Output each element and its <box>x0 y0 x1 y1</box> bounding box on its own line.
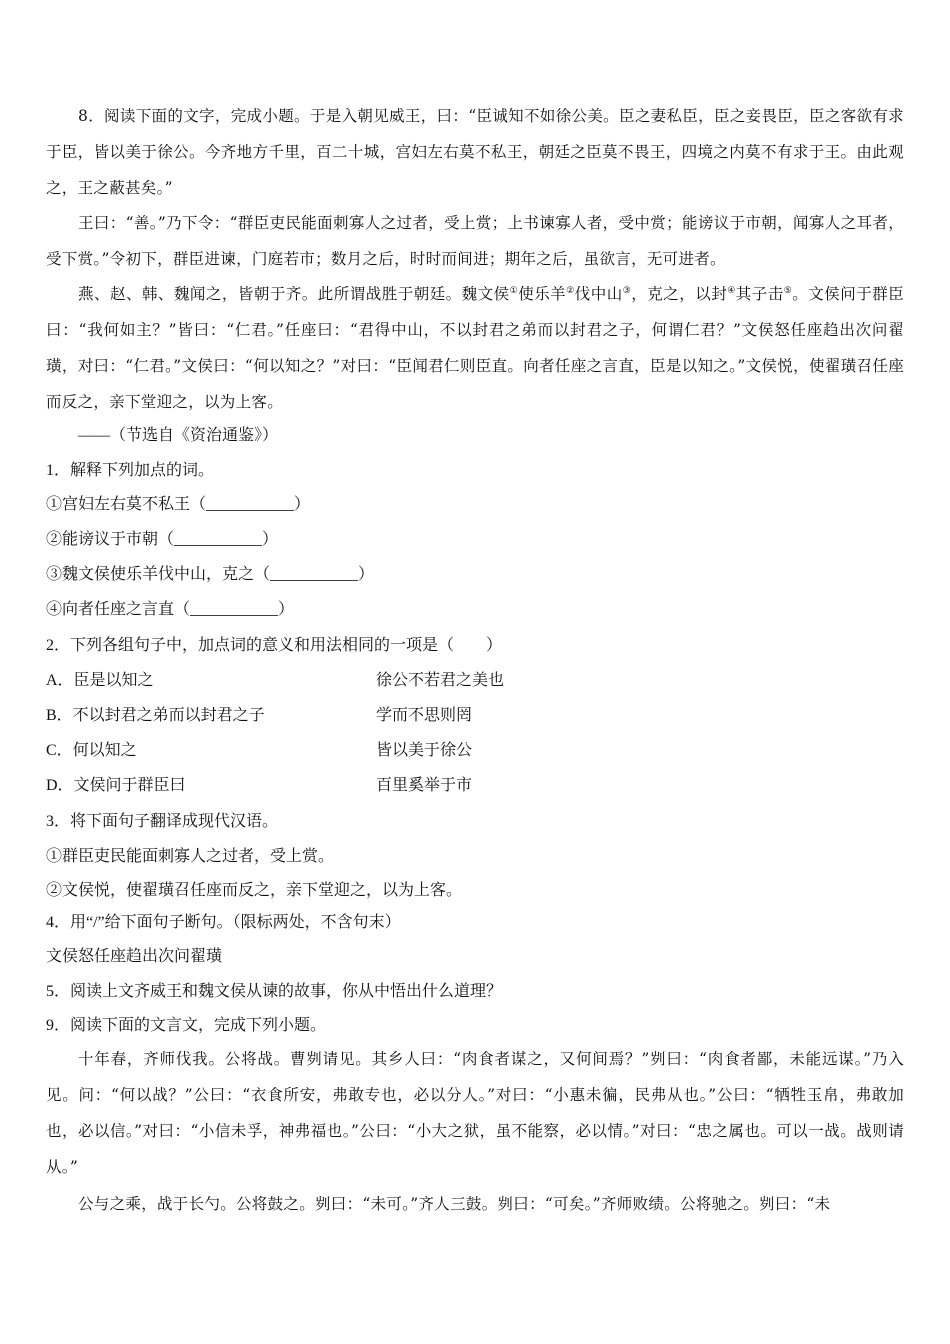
passage8-text: 使乐羊 <box>518 285 567 303</box>
passage8-text: 燕、赵、韩、魏闻之，皆朝于齐。此所谓战胜于朝廷。魏文侯 <box>78 285 510 303</box>
question-2: 2．下列各组句子中，加点词的意义和用法相同的一项是（ ） <box>46 637 503 654</box>
option-a-left: A．臣是以知之 <box>46 672 154 689</box>
footnote-mark: ③ <box>622 285 632 296</box>
option-d-left: D．文侯问于群臣曰 <box>46 777 186 794</box>
question-5: 5．阅读上文齐威王和魏文侯从谏的故事，你从中悟出什么道理？ <box>46 983 503 1000</box>
passage8-text: 。文侯问于群臣曰：“我何如主？”皆曰：“仁君。”任座曰：“君得中山，不以封君之弟而以封君之子，何谓仁君？”文侯怒任座趋出次问翟璜，对曰：“仁君。”文侯曰：“何以知之？”对曰：“臣闻君仁则臣直。向者任座之言直，臣是以知之。”文侯悦，使翟璜召任座而反之，亲下堂迎之，以为上客。 <box>46 285 905 411</box>
option-c-left: C．何以知之 <box>46 742 137 759</box>
passage8-text: 其子击 <box>735 285 784 303</box>
question-1-item-4: ④向者任座之言直（___________） <box>46 601 295 618</box>
question-4: 4．用“/”给下面句子断句。（限标两处，不含句末） <box>46 914 401 931</box>
passage9-paragraph-2: 公与之乘，战于长勺。公将鼓之。刿曰：“未可。”齐人三鼓。刿曰：“可矣。”齐师败绩。公将驰之。刿曰：“未 <box>78 1195 831 1213</box>
option-d-right: 百里奚举于市 <box>376 777 473 794</box>
footnote-mark: ④ <box>727 285 736 296</box>
question-1-item-2: ②能谤议于市朝（___________） <box>46 531 279 548</box>
option-b-right: 学而不思则罔 <box>376 707 473 724</box>
passage8-text: ，克之，以封 <box>631 285 728 303</box>
source-citation: ——（节选自《资治通鉴》） <box>78 427 279 444</box>
option-c-right: 皆以美于徐公 <box>376 742 473 759</box>
option-a-right: 徐公不若君之美也 <box>376 672 505 689</box>
passage8-text: 伐中山 <box>574 285 623 303</box>
passage8-paragraph-2: 王曰：“善。”乃下令：“群臣吏民能面刺寡人之过者，受上赏；上书谏寡人者，受中赏；能谤议于市朝，闻寡人之耳者，受下赏。”令初下，群臣进谏，门庭若市；数月之后，时时而间进；期年之后，虽欲言，无可进者。 <box>46 214 904 268</box>
question-1-item-3: ③魏文侯使乐羊伐中山，克之（___________） <box>46 566 375 583</box>
footnote-mark: ⑤ <box>783 285 793 296</box>
option-b-left: B．不以封君之弟而以封君之子 <box>46 707 265 724</box>
question-9: 9．阅读下面的文言文，完成下列小题。 <box>46 1017 327 1034</box>
passage8-paragraph-1: 8．阅读下面的文字，完成小题。于是入朝见威王，曰：“臣诚知不如徐公美。臣之妻私臣，臣之妾畏臣，臣之客欲有求于臣，皆以美于徐公。今齐地方千里，百二十城，宫妇左右莫不私王，朝廷之臣莫不畏王，四境之内莫不有求于王。由此观之，王之蔽甚矣。” <box>46 107 904 197</box>
question-3-item-2: ②文侯悦，使翟璜召任座而反之，亲下堂迎之，以为上客。 <box>46 882 463 899</box>
footnote-mark: ① <box>509 285 519 296</box>
question-1-item-1: ①宫妇左右莫不私王（___________） <box>46 496 311 513</box>
passage8-paragraph-3 <box>46 276 904 420</box>
question-4-sentence: 文侯怒任座趋出次问翟璜 <box>46 948 223 965</box>
question-3-item-1: ①群臣吏民能面刺寡人之过者，受上赏。 <box>46 848 335 865</box>
footnote-mark: ② <box>566 285 575 296</box>
passage9-paragraph-1: 十年春，齐师伐我。公将战。曹刿请见。其乡人曰：“肉食者谋之，又何间焉？”刿曰：“肉食者鄙，未能远谋。”乃入见。问：“何以战？”公曰：“衣食所安，弗敢专也，必以分人。”对曰：“小惠未徧，民弗从也。”公曰：“牺牲玉帛，弗敢加也，必以信。”对曰：“小信未孚，神弗福也。”公曰：“小大之狱，虽不能察，必以情。”对曰：“忠之属也。可以一战。战则请从。” <box>46 1050 904 1176</box>
question-3: 3．将下面句子翻译成现代汉语。 <box>46 813 279 830</box>
question-1: 1．解释下列加点的词。 <box>46 462 215 479</box>
